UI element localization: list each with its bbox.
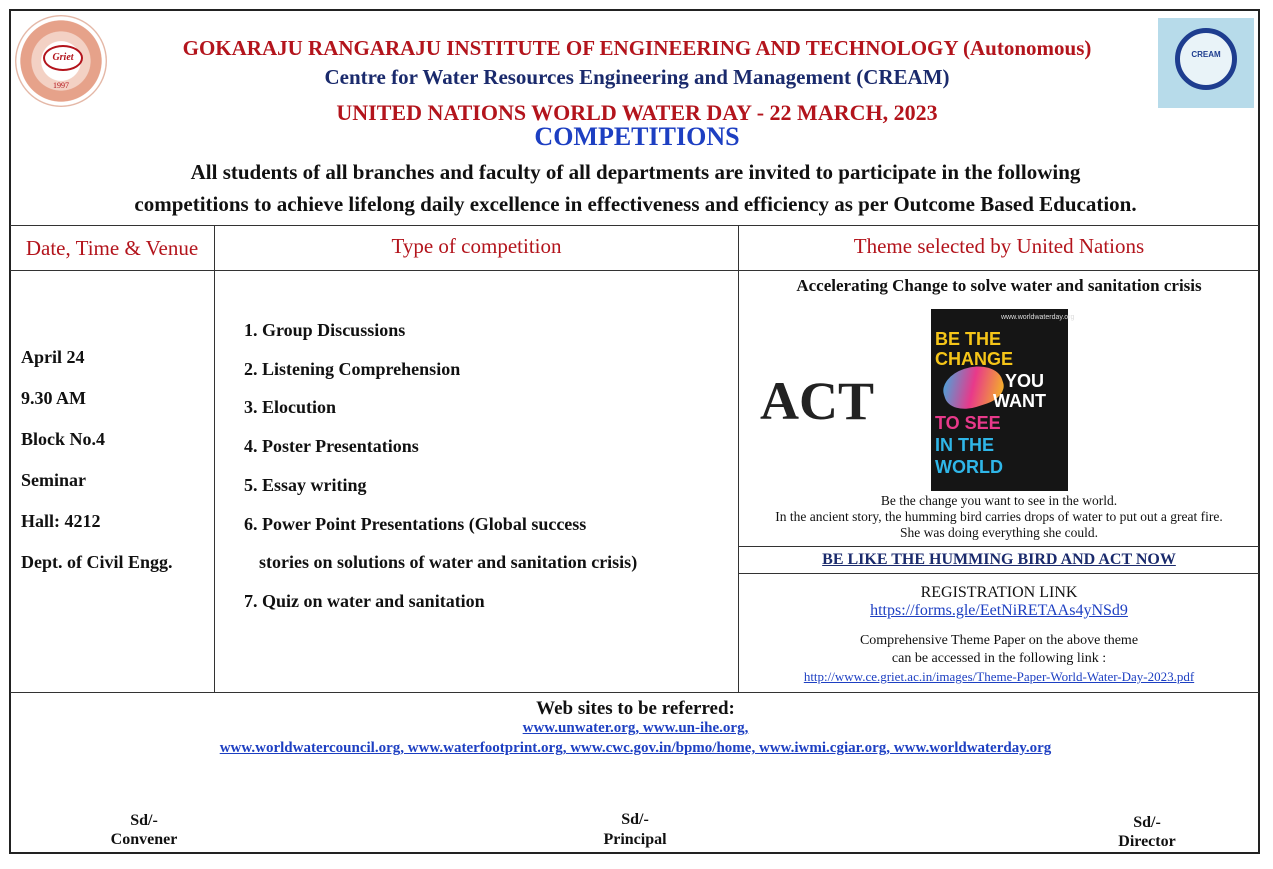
poster-line: TO SEE	[935, 413, 1001, 433]
venue-department: Dept. of Civil Engg.	[21, 552, 173, 572]
centre-name: Centre for Water Resources Engineering and Management (CREAM)	[324, 65, 950, 89]
registration-link[interactable]: https://forms.gle/EetNiRETAAs4yNSd9	[870, 602, 1128, 619]
venue-date: April 24	[21, 347, 85, 367]
list-item: 7. Quiz on water and sanitation	[244, 590, 485, 611]
director-role: Director	[1118, 833, 1176, 850]
slogan: BE LIKE THE HUMMING BIRD AND ACT NOW	[822, 551, 1176, 568]
venue-time: 9.30 AM	[21, 388, 86, 408]
poster-line: IN THE	[935, 435, 995, 455]
poster-line: YOU	[1005, 371, 1045, 391]
registration-label: REGISTRATION LINK	[920, 584, 1078, 601]
cream-logo-text: CREAM	[1191, 50, 1221, 59]
caption-line: In the ancient story, the humming bird carries drops of water to put out a great fire.	[775, 509, 1223, 524]
websites-label: Web sites to be referred:	[536, 698, 735, 719]
act-word: ACT	[760, 371, 875, 431]
griet-logo-text: Griet	[43, 45, 83, 71]
venue-seminar: Seminar	[21, 470, 86, 490]
poster-line: BE THE	[935, 329, 1002, 349]
caption-line: She was doing everything she could.	[900, 525, 1098, 540]
poster-line: WORLD	[935, 457, 1003, 477]
convener-sd: Sd/-	[130, 812, 158, 829]
intro-line-2: competitions to achieve lifelong daily excellence in effectiveness and efficiency as per Outcome Based Education.	[134, 192, 1137, 216]
list-item: 1. Group Discussions	[244, 320, 406, 340]
theme-paper-line-2: can be accessed in the following link :	[891, 651, 1107, 666]
websites-links-2[interactable]: www.worldwatercouncil.org, www.waterfootprint.org, www.cwc.gov.in/bpmo/home, www.iwmi.cgiar.org, www.worldwaterday.org	[219, 740, 1052, 756]
poster-caption	[739, 493, 1259, 541]
table-top-border	[10, 225, 1259, 226]
cream-logo	[1158, 18, 1254, 108]
websites-links-1[interactable]: www.unwater.org, www.un-ihe.org,	[522, 720, 749, 736]
theme-divider-2	[738, 573, 1259, 574]
theme-paper-link[interactable]: http://www.ce.griet.ac.in/images/Theme-Paper-World-Water-Day-2023.pdf	[803, 669, 1195, 684]
list-item: 4. Poster Presentations	[244, 436, 419, 457]
header-competition-type: Type of competition	[391, 234, 562, 258]
header-date-venue: Date, Time & Venue	[25, 236, 199, 260]
institute-name: GOKARAJU RANGARAJU INSTITUTE OF ENGINEERING AND TECHNOLOGY (Autonomous)	[182, 36, 1092, 60]
venue-details	[21, 337, 173, 583]
poster-url: www.worldwaterday.org	[1001, 314, 1075, 321]
column-divider-1	[214, 225, 215, 692]
list-item: 3. Elocution	[244, 397, 337, 418]
list-item: 5. Essay writing	[244, 474, 367, 495]
theme-paper-line-1: Comprehensive Theme Paper on the above theme	[859, 633, 1139, 648]
director-sd: Sd/-	[1133, 814, 1161, 831]
cream-logo-ring	[1175, 28, 1237, 90]
list-item: 2. Listening Comprehension	[244, 358, 461, 379]
world-water-day-poster	[931, 309, 1075, 491]
poster-line: WANT	[993, 391, 1046, 411]
event-title: UNITED NATIONS WORLD WATER DAY - 22 MARCH, 2023	[336, 100, 938, 125]
list-item: stories on solutions of water and sanitation crisis)	[259, 552, 638, 573]
poster-line: CHANGE	[935, 349, 1014, 369]
theme-title: Accelerating Change to solve water and sanitation crisis	[796, 276, 1202, 295]
griet-logo	[15, 15, 107, 107]
theme-divider-1	[738, 546, 1259, 547]
principal-sd: Sd/-	[621, 811, 649, 828]
venue-hall: Hall: 4212	[21, 511, 101, 531]
table-bottom-border	[10, 692, 1259, 693]
header-theme: Theme selected by United Nations	[853, 234, 1145, 258]
list-item: 6. Power Point Presentations (Global success	[244, 513, 587, 534]
page-title: COMPETITIONS	[534, 122, 740, 151]
convener-role: Convener	[110, 831, 178, 848]
venue-block: Block No.4	[21, 429, 106, 449]
table-header-border	[10, 270, 1259, 271]
intro-line-1: All students of all branches and faculty of all departments are invited to participate in the following	[190, 160, 1081, 184]
competition-list	[244, 311, 637, 621]
griet-logo-year: 1997	[53, 81, 69, 90]
principal-role: Principal	[603, 831, 667, 848]
caption-line: Be the change you want to see in the world.	[880, 493, 1118, 508]
